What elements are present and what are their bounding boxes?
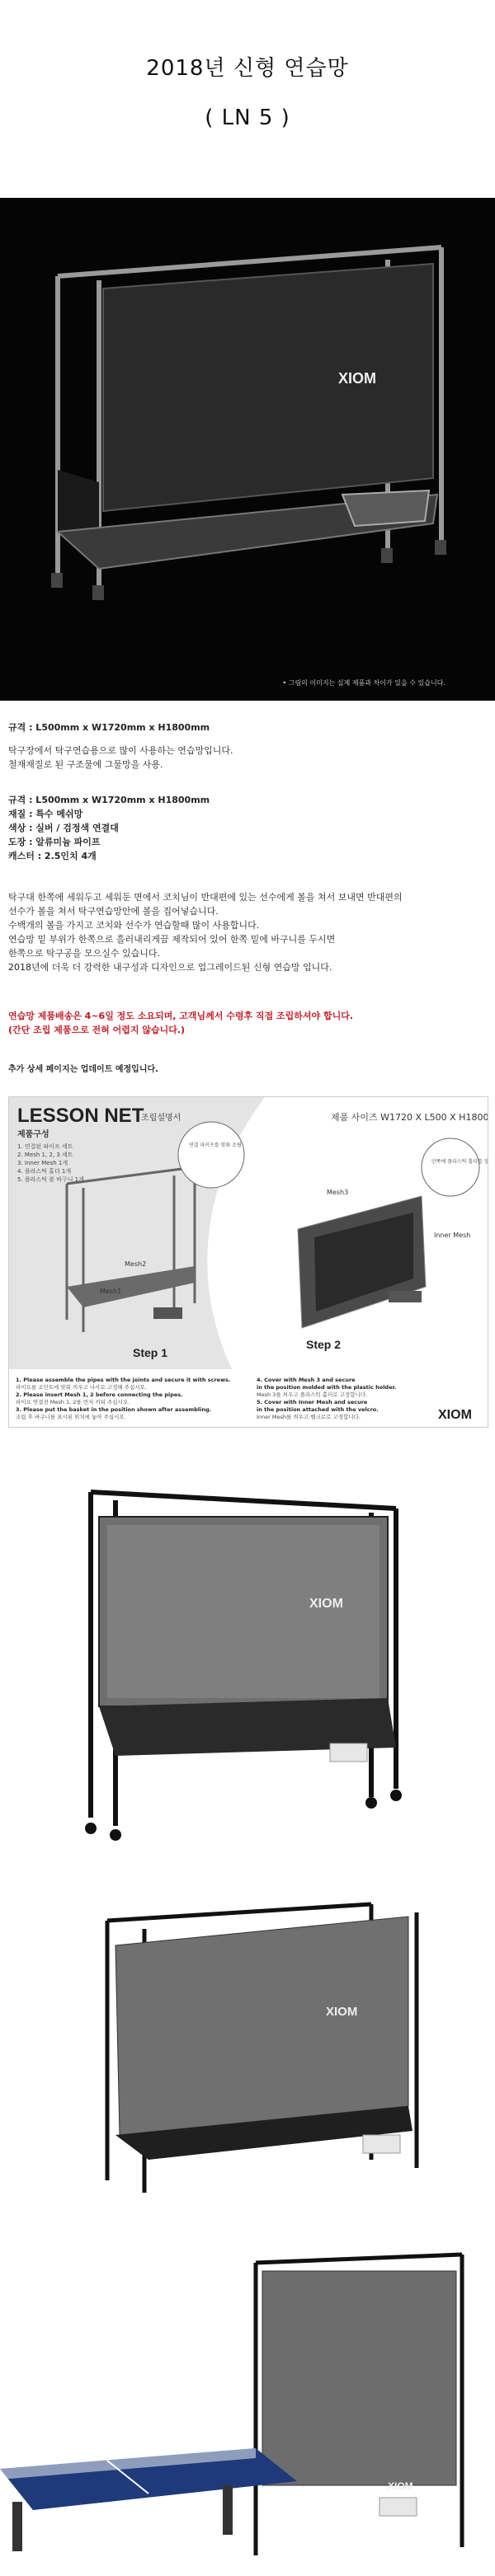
product-photo-side: [0, 1896, 495, 2226]
instruction: 2. Please insert Mesh 1, 2 before connecting the pipes.: [16, 1391, 183, 1398]
contents-title: 제품구성: [17, 1130, 50, 1139]
instruction: 파이프 연결전 Mesh 1, 2를 먼저 끼워 주십시오.: [16, 1399, 130, 1405]
assembly-guide: [8, 1096, 488, 1428]
product-photo-with-table: [0, 2250, 495, 2572]
instruction: 3. Please put the basket in the position shown after assembling.: [16, 1406, 212, 1413]
delivery-notice: 연습망 제품배송은 4~6일 정도 소요되며, 고객님께서 수령후 직접 조립하셔야 합니다.: [8, 1011, 354, 1021]
assembly-notice: (간단 조립 제품으로 전혀 어렵지 않습니다.): [8, 1025, 186, 1035]
photo2-brand: XIOM: [326, 2005, 358, 2019]
model-name: ( LN 5 ): [205, 106, 290, 130]
spec-caster: 캐스터 : 2.5인치 4개: [8, 851, 97, 861]
photo1-brand: XIOM: [309, 1597, 343, 1611]
paragraph-line: 탁구대 한쪽에 세워두고 세워둔 면에서 코치님이 반대편에 있는 선수에게 볼을 쳐서 보내면 반대편의: [8, 892, 403, 903]
contents-item: 1. 연결된 파이프 세트: [17, 1143, 73, 1150]
hero-image: [0, 198, 495, 701]
contents-item: 4. 플라스틱 홀더 1개: [17, 1168, 72, 1175]
step1-label: Step 1: [133, 1346, 168, 1359]
intro-desc-1: 탁구장에서 탁구연습용으로 많이 사용하는 연습망입니다.: [8, 745, 233, 756]
lesson-size: 제품 사이즈 W1720 X L500 X H1800: [331, 1112, 488, 1123]
update-note: 추가 상세 페이지는 업데이트 예정입니다.: [8, 1065, 158, 1074]
spec-paint: 도장 : 알류미늄 파이프: [8, 837, 101, 847]
label-inner: Inner Mesh: [434, 1232, 471, 1239]
intro-spec: 규격 : L500mm x W1720mm x H1800mm: [8, 722, 210, 733]
instruction: 조립 후 바구니를 표시된 위치에 놓아 주십시오.: [16, 1414, 126, 1420]
step2-label: Step 2: [306, 1338, 342, 1351]
product-photo-front-drawing: [0, 1476, 495, 1846]
paragraph-line: 연습망 밑 부위가 한쪽으로 흘러내리게끔 제작되어 있어 한쪽 밑에 바구니를 두시면: [8, 934, 336, 945]
spec-size: 규격 : L500mm x W1720mm x H1800mm: [8, 795, 210, 805]
zoom1-label: 연결 파이프를 맞춰 조립: [189, 1143, 242, 1148]
instruction: 4. Cover with Mesh 3 and secure: [257, 1377, 356, 1383]
product-photo-side-drawing: [0, 1896, 495, 2226]
spec-color: 색상 : 실버 / 검정색 연결대: [8, 823, 119, 833]
lesson-subtitle: 조립설명서: [141, 1114, 182, 1123]
product-photo-front: [0, 1476, 495, 1846]
paragraph-line: 수백개의 볼을 가지고 코치와 선수가 연습할때 많이 사용합니다.: [8, 920, 260, 931]
spec-material: 재질 : 특수 메쉬망: [8, 809, 83, 819]
instruction: 1. Please assemble the pipes with the joints and secure it with screws.: [16, 1377, 231, 1383]
zoom2-label: 안쪽에 플라스틱 홀더를 장착: [431, 1159, 488, 1165]
instruction: Mesh 3를 씌우고 플라스틱 홀더로 고정합니다.: [257, 1391, 368, 1398]
intro-desc-2: 철재재질로 된 구조물에 그물망을 사용.: [8, 759, 163, 770]
instruction: in the position attached with the velcro.: [257, 1406, 379, 1413]
label-mesh3: Mesh3: [327, 1189, 349, 1196]
guide-brand: XIOM: [438, 1408, 472, 1422]
instruction: Inner Mesh를 씌우고 벨크로로 고정합니다.: [257, 1414, 361, 1420]
hero-net-illustration: [0, 198, 495, 701]
hero-caption: • 그림의 이미지는 실제 제품과 차이가 있을 수 있습니다.: [282, 679, 446, 687]
label-mesh2: Mesh2: [125, 1260, 147, 1268]
contents-item: 3. Inner Mesh 1개: [17, 1160, 68, 1166]
photo3-brand: XIOM: [388, 2480, 413, 2492]
instruction: 파이프를 조인트에 맞춰 끼우고 나사로 고정해 주십시오.: [16, 1384, 147, 1391]
product-photo-with-table-drawing: [0, 2250, 495, 2572]
instruction: in the position molded with the plastic holder.: [257, 1384, 397, 1391]
contents-item: 5. 플라스틱 볼 바구니 1개: [17, 1176, 84, 1183]
paragraph-line: 선수가 볼을 쳐서 탁구연습망안에 볼을 집어넣습니다.: [8, 906, 219, 917]
label-mesh1: Mesh1: [100, 1288, 122, 1295]
hero-brand: XIOM: [338, 370, 377, 387]
instruction: 5. Cover with Inner Mesh and secure: [257, 1399, 368, 1405]
paragraph-line: 2018년에 더욱 더 강력한 내구성과 디자인으로 업그레이드된 신형 연습망 입니다.: [8, 962, 332, 973]
paragraph-line: 한쪽으로 탁구공을 모으실수 있습니다.: [8, 948, 161, 959]
contents-item: 2. Mesh 1, 2, 3 세트: [17, 1152, 73, 1158]
assembly-guide-drawing: [9, 1097, 488, 1427]
page-title: 2018년 신형 연습망: [146, 56, 349, 81]
lesson-title: LESSON NET: [17, 1105, 144, 1127]
